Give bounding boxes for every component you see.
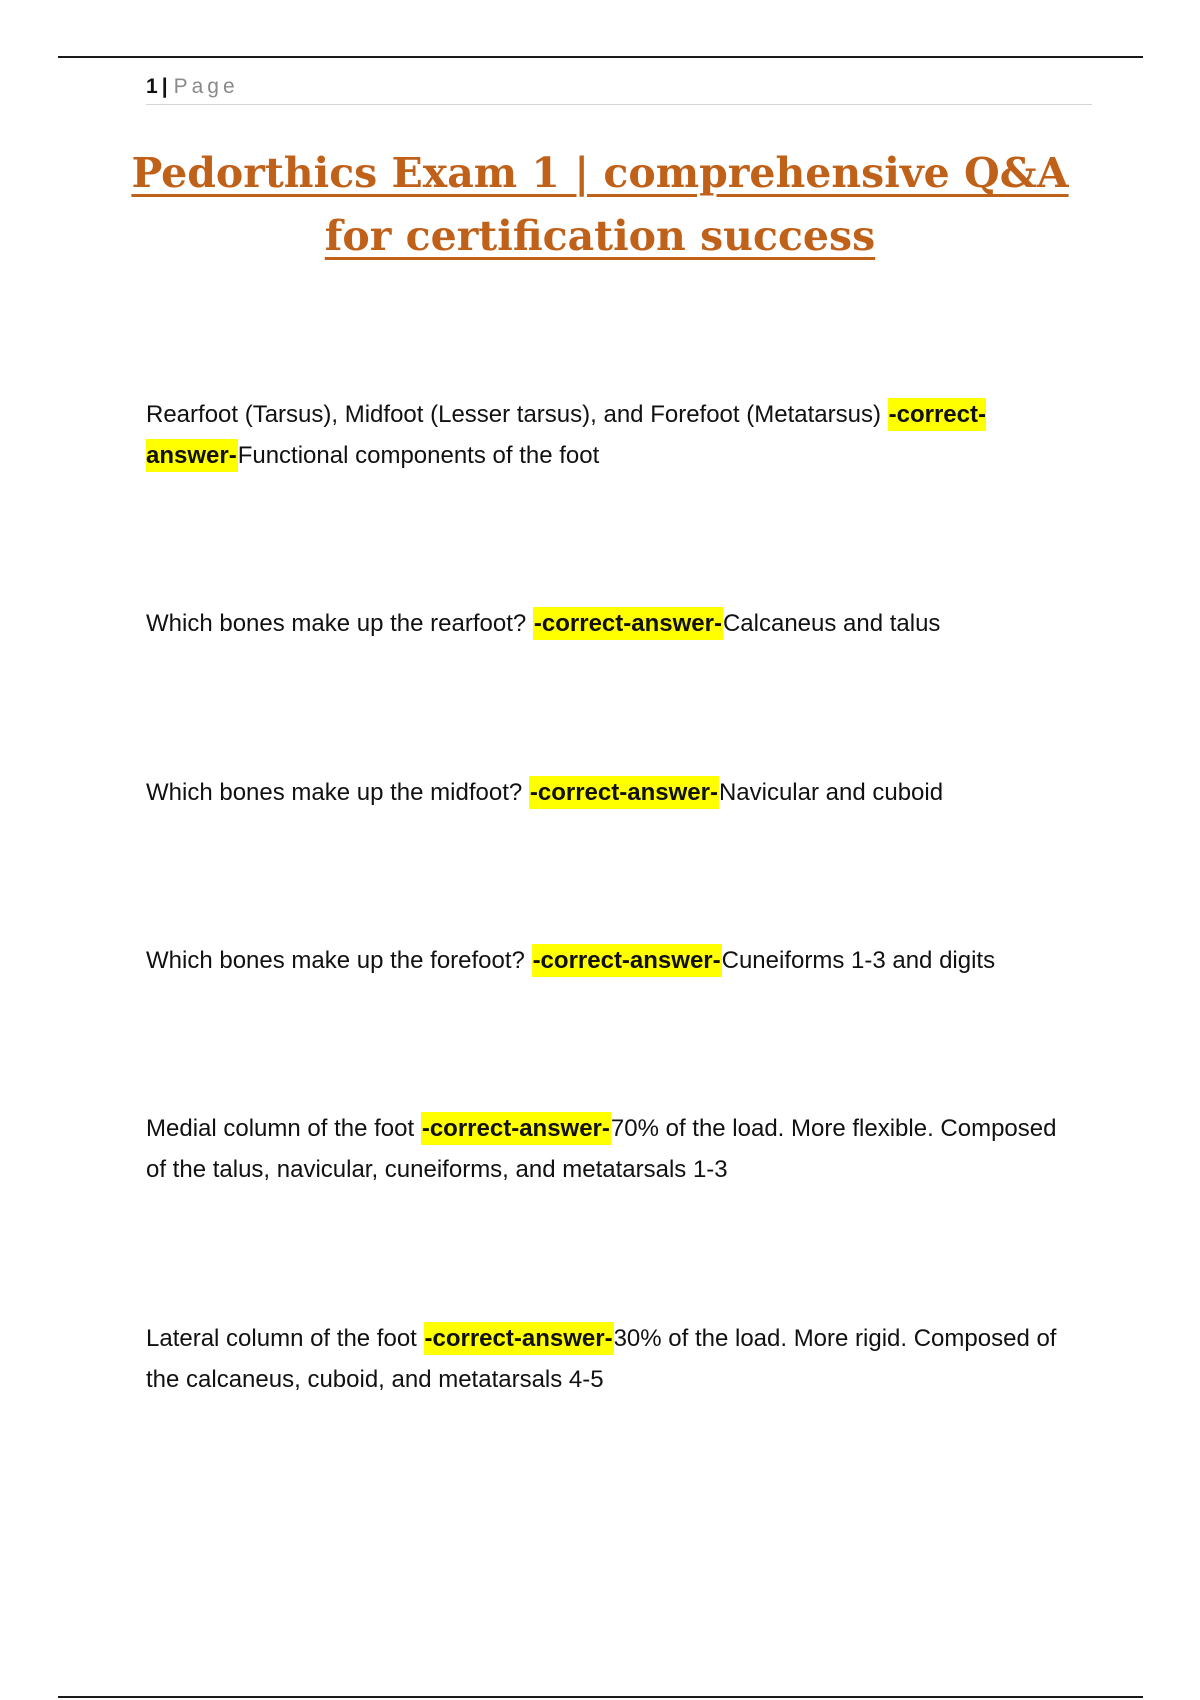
correct-answer-tag: -correct-answer- (533, 607, 723, 640)
answer-text: Functional components of the foot (237, 442, 600, 469)
qa-item-3 (146, 772, 1076, 813)
answer-text: Cuneiforms 1-3 and digits (721, 947, 996, 974)
correct-answer-tag: -correct-answer- (532, 944, 722, 977)
answer-text: Navicular and cuboid (718, 779, 944, 806)
bottom-rule (58, 1696, 1143, 1698)
page-header (146, 74, 1092, 105)
qa-item-5 (146, 1108, 1076, 1190)
question-text: Lateral column of the foot (146, 1325, 424, 1352)
qa-item-2 (146, 603, 1076, 644)
question-text: Rearfoot (Tarsus), Midfoot (Lesser tarsus), and Forefoot (Metatarsus) (146, 401, 888, 428)
page-number: 1 (146, 75, 158, 98)
answer-text: Calcaneus and talus (722, 610, 941, 637)
answer-text: 30% of the load. More rigid. Composed of the calcaneus, cuboid, and metatarsals 4-5 (146, 1325, 1057, 1393)
question-text: Which bones make up the rearfoot? (146, 610, 533, 637)
qa-item-6 (146, 1318, 1076, 1400)
question-text: Which bones make up the midfoot? (146, 779, 529, 806)
correct-answer-tag: -correct-answer- (529, 776, 719, 809)
question-text: Which bones make up the forefoot? (146, 947, 532, 974)
answer-text: 70% of the load. More flexible. Composed of the talus, navicular, cuneiforms, and metatarsals 1-3 (146, 1115, 1057, 1183)
correct-answer-tag: -correct-answer- (146, 398, 986, 472)
correct-answer-tag: -correct-answer- (421, 1112, 611, 1145)
correct-answer-tag: -correct-answer- (424, 1322, 614, 1355)
top-rule (58, 56, 1143, 58)
page-label: Page (173, 75, 239, 98)
qa-item-1 (146, 394, 1076, 476)
qa-item-4 (146, 940, 1076, 981)
document-title: Pedorthics Exam 1 | comprehensive Q&A for certification success (131, 149, 1069, 260)
question-text: Medial column of the foot (146, 1115, 421, 1142)
page-separator: | (161, 75, 168, 98)
